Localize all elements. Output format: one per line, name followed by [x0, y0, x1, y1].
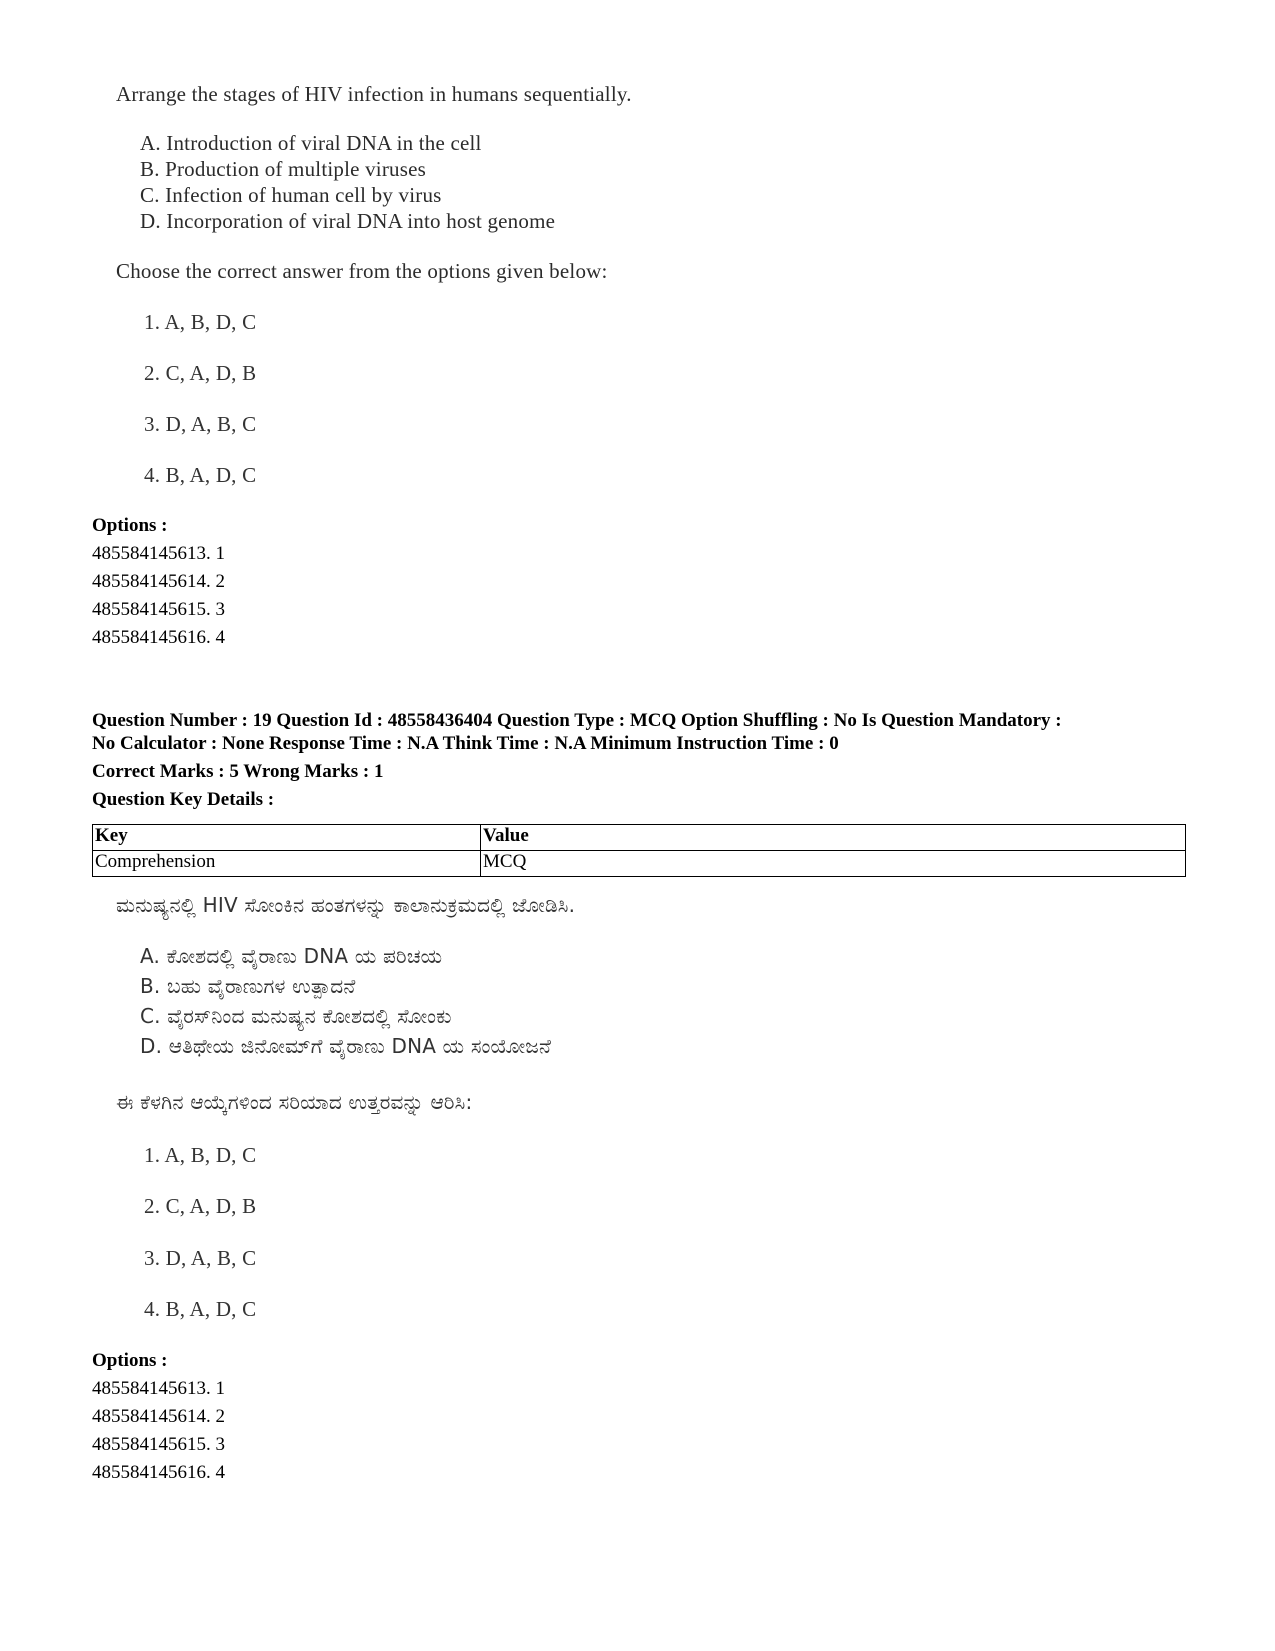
key-details-table — [92, 824, 1186, 877]
question-prompt: Arrange the stages of HIV infection in humans sequentially. — [116, 82, 632, 106]
instruction-text: ಈ ಕೆಳಗಿನ ಆಯ್ಕೆಗಳಿಂದ ಸರಿಯಾದ ಉತ್ತರವನ್ನು ಆರಿಸಿ: — [116, 1090, 473, 1114]
stage-item: B. Production of multiple viruses — [140, 157, 426, 181]
option-item: 485584145615. 3 — [92, 599, 225, 620]
question-meta — [92, 709, 1192, 755]
marks-text: Correct Marks : 5 Wrong Marks : 1 — [92, 761, 384, 782]
answer-choice: 2. C, A, D, B — [144, 1194, 257, 1218]
answer-choice: 1. A, B, D, C — [144, 310, 257, 334]
question-prompt: ಮನುಷ್ಯನಲ್ಲಿ HIV ಸೋಂಕಿನ ಹಂತಗಳನ್ನು ಕಾಲಾನುಕ್ರಮದಲ್ಲಿ ಜೋಡಿಸಿ. — [116, 893, 576, 917]
key-details-label: Question Key Details : — [92, 789, 275, 810]
stage-item: C. Infection of human cell by virus — [140, 183, 442, 207]
answer-choice: 2. C, A, D, B — [144, 361, 257, 385]
table-header-row — [93, 825, 1186, 851]
stage-item: D. ಆತಿಥೇಯ ಜಿನೋಮ್‌ಗೆ ವೈರಾಣು DNA ಯ ಸಂಯೋಜನೆ — [140, 1034, 552, 1058]
stage-item: A. ಕೋಶದಲ್ಲಿ ವೈರಾಣು DNA ಯ ಪರಿಚಯ — [140, 944, 443, 968]
table-header-cell: Key — [93, 825, 481, 851]
table-header-cell: Value — [481, 825, 1186, 851]
options-label: Options : — [92, 1350, 168, 1371]
stage-item: B. ಬಹು ವೈರಾಣುಗಳ ಉತ್ಪಾದನೆ — [140, 974, 356, 998]
question-meta-line: No Calculator : None Response Time : N.A Think Time : N.A Minimum Instruction Time : 0 — [92, 733, 839, 754]
option-item: 485584145615. 3 — [92, 1434, 225, 1455]
stage-item: A. Introduction of viral DNA in the cell — [140, 131, 482, 155]
answer-choice: 3. D, A, B, C — [144, 412, 257, 436]
answer-choice: 1. A, B, D, C — [144, 1143, 257, 1167]
option-item: 485584145614. 2 — [92, 571, 225, 592]
stage-item: C. ವೈರಸ್‌ನಿಂದ ಮನುಷ್ಯನ ಕೋಶದಲ್ಲಿ ಸೋಂಕು — [140, 1004, 452, 1028]
option-item: 485584145613. 1 — [92, 1378, 225, 1399]
stage-item: D. Incorporation of viral DNA into host genome — [140, 209, 556, 233]
table-row — [93, 851, 1186, 877]
question-meta-line: Question Number : 19 Question Id : 48558436404 Question Type : MCQ Option Shuffling : No Is Question Mandatory : — [92, 710, 1062, 731]
table-cell: MCQ — [481, 851, 1186, 877]
options-label: Options : — [92, 515, 168, 536]
instruction-text: Choose the correct answer from the options given below: — [116, 259, 608, 283]
option-item: 485584145616. 4 — [92, 627, 225, 648]
table-cell: Comprehension — [93, 851, 481, 877]
option-item: 485584145616. 4 — [92, 1462, 225, 1483]
answer-choice: 4. B, A, D, C — [144, 463, 257, 487]
option-item: 485584145613. 1 — [92, 543, 225, 564]
answer-choice: 4. B, A, D, C — [144, 1297, 257, 1321]
answer-choice: 3. D, A, B, C — [144, 1246, 257, 1270]
option-item: 485584145614. 2 — [92, 1406, 225, 1427]
